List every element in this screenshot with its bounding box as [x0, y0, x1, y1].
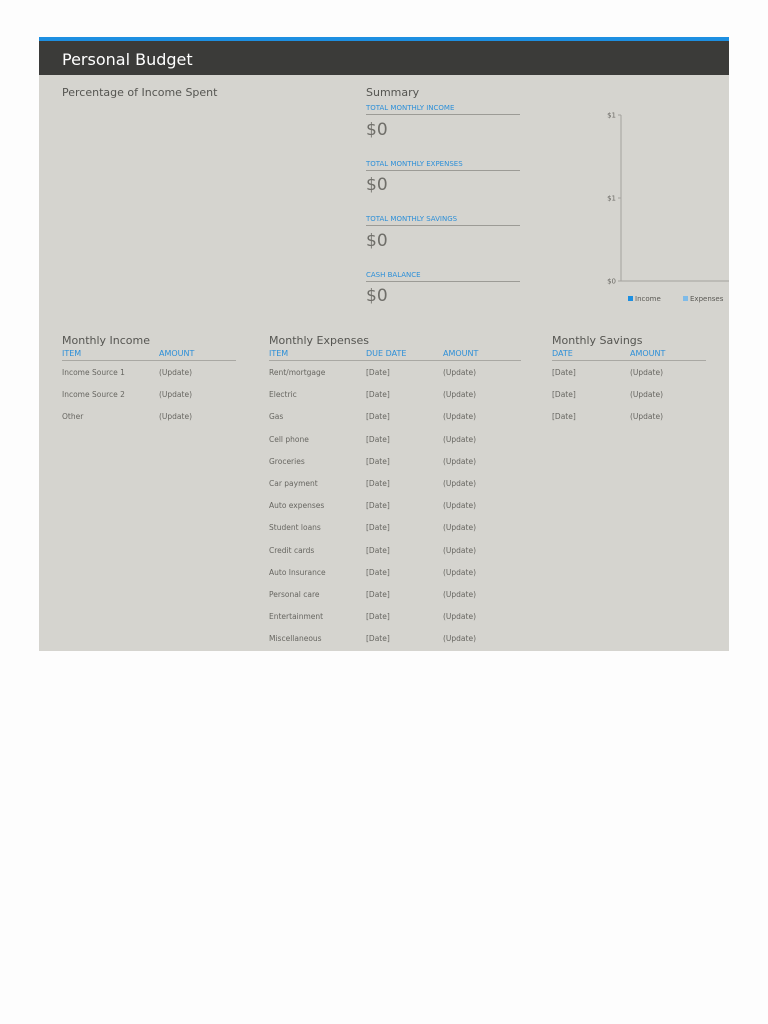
divider [62, 360, 236, 361]
legend-label-expenses: Expenses [690, 295, 724, 303]
table-cell[interactable]: (Update) [443, 634, 477, 644]
summary-value: $0 [366, 175, 388, 195]
y-tick-label: $0 [607, 277, 616, 286]
table-cell[interactable]: Other [62, 412, 84, 422]
table-cell[interactable]: Personal care [269, 590, 320, 599]
table-cell[interactable]: (Update) [443, 390, 477, 400]
income-header-amount: AMOUNT [159, 349, 195, 358]
y-tick-label: $1 [607, 111, 616, 120]
table-cell[interactable]: [Date] [366, 523, 390, 533]
table-cell[interactable]: (Update) [443, 479, 477, 488]
table-cell[interactable]: [Date] [366, 368, 390, 377]
table-cell[interactable]: Cell phone [269, 434, 309, 444]
table-cell[interactable]: (Update) [443, 456, 477, 466]
table-cell[interactable]: [Date] [366, 634, 390, 644]
table-cell[interactable]: (Update) [159, 368, 193, 377]
header-bar [39, 41, 729, 75]
table-cell[interactable]: Miscellaneous [269, 634, 322, 644]
table-cell[interactable]: (Update) [630, 412, 664, 422]
table-cell[interactable]: (Update) [443, 501, 477, 511]
y-tick-label: $1 [607, 194, 616, 203]
divider [366, 225, 520, 226]
divider [552, 360, 706, 361]
table-cell[interactable]: Entertainment [269, 612, 324, 622]
divider [366, 114, 520, 115]
table-cell[interactable]: Groceries [269, 456, 305, 466]
summary-value: $0 [366, 120, 388, 140]
table-cell[interactable]: (Update) [443, 412, 477, 422]
summary-title: Summary [366, 86, 420, 99]
table-cell[interactable]: (Update) [159, 390, 193, 400]
table-cell[interactable]: Rent/mortgage [269, 368, 326, 377]
table-cell[interactable]: (Update) [443, 434, 477, 444]
table-cell[interactable]: Auto expenses [269, 501, 325, 511]
table-cell[interactable]: Income Source 2 [62, 390, 125, 400]
table-cell[interactable]: Credit cards [269, 545, 315, 555]
table-cell[interactable]: (Update) [159, 412, 193, 422]
divider [366, 281, 520, 282]
table-cell[interactable]: Gas [269, 412, 284, 422]
table-cell[interactable]: [Date] [366, 501, 390, 511]
legend-swatch-expenses [683, 296, 688, 301]
table-cell[interactable]: [Date] [366, 412, 390, 422]
table-cell[interactable]: [Date] [366, 479, 390, 488]
page-title: Personal Budget [62, 50, 193, 69]
table-cell[interactable]: [Date] [366, 456, 390, 466]
table-cell[interactable]: (Update) [443, 612, 477, 622]
expenses-header-amount: AMOUNT [443, 349, 479, 358]
budget-sheet [39, 37, 729, 651]
percentage-panel-title: Percentage of Income Spent [62, 86, 218, 99]
expenses-header-due-date: DUE DATE [366, 349, 407, 358]
table-cell[interactable]: [Date] [366, 545, 390, 555]
table-cell[interactable]: Car payment [269, 479, 318, 488]
table-cell[interactable]: (Update) [443, 567, 477, 577]
table-cell[interactable]: Student loans [269, 523, 321, 533]
table-cell[interactable]: Auto Insurance [269, 567, 326, 577]
table-cell[interactable]: (Update) [443, 545, 477, 555]
summary-value: $0 [366, 286, 388, 306]
savings-header-date: DATE [552, 349, 573, 358]
table-cell[interactable]: [Date] [366, 434, 390, 444]
table-cell[interactable]: [Date] [552, 390, 576, 400]
table-cell[interactable]: [Date] [552, 412, 576, 422]
savings-title: Monthly Savings [552, 334, 643, 347]
table-cell[interactable]: Electric [269, 390, 297, 400]
table-cell[interactable]: [Date] [366, 390, 390, 400]
table-cell[interactable]: (Update) [443, 590, 477, 599]
divider [366, 170, 520, 171]
summary-value: $0 [366, 231, 388, 251]
divider [269, 360, 521, 361]
income-header-item: ITEM [62, 349, 82, 358]
table-cell[interactable]: [Date] [366, 612, 390, 622]
savings-header-amount: AMOUNT [630, 349, 666, 358]
legend-swatch-income [628, 296, 633, 301]
summary-label: CASH BALANCE [366, 271, 421, 279]
table-cell[interactable]: (Update) [443, 523, 477, 533]
income-expenses-chart [564, 105, 729, 345]
expenses-header-item: ITEM [269, 349, 289, 358]
legend-label-income: Income [635, 295, 661, 303]
expenses-title: Monthly Expenses [269, 334, 369, 347]
income-title: Monthly Income [62, 334, 151, 347]
summary-label: TOTAL MONTHLY EXPENSES [366, 160, 463, 168]
table-cell[interactable]: [Date] [552, 368, 576, 377]
table-cell[interactable]: Income Source 1 [62, 368, 125, 377]
summary-label: TOTAL MONTHLY INCOME [366, 104, 455, 112]
table-cell[interactable]: (Update) [630, 390, 664, 400]
table-cell[interactable]: (Update) [443, 368, 477, 377]
table-cell[interactable]: [Date] [366, 567, 390, 577]
table-cell[interactable]: (Update) [630, 368, 664, 377]
table-cell[interactable]: [Date] [366, 590, 390, 599]
summary-label: TOTAL MONTHLY SAVINGS [366, 215, 458, 223]
